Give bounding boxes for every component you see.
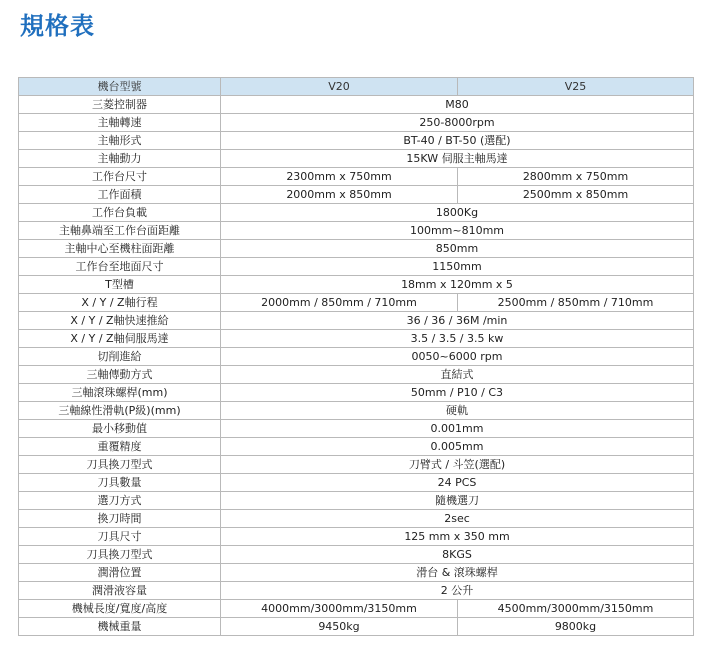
- row-v25-cell: 2500mm / 850mm / 710mm: [458, 294, 694, 312]
- row-v25-cell: 9800kg: [458, 618, 694, 636]
- table-header-row: [19, 78, 694, 96]
- row-v25-cell: 4500mm/3000mm/3150mm: [458, 600, 694, 618]
- row-value-cell: 0.005mm: [221, 438, 694, 456]
- row-label-cell: 刀具尺寸: [19, 528, 221, 546]
- table-row: [19, 312, 694, 330]
- row-label-cell: 工作面積: [19, 186, 221, 204]
- row-value-cell: 8KGS: [221, 546, 694, 564]
- row-label-cell: 工作台尺寸: [19, 168, 221, 186]
- header-v20-cell: V20: [221, 78, 458, 96]
- table-row: [19, 258, 694, 276]
- row-value-cell: 125 mm x 350 mm: [221, 528, 694, 546]
- row-label-cell: 主軸鼻端至工作台面距離: [19, 222, 221, 240]
- table-row: [19, 564, 694, 582]
- row-label-cell: 刀具換刀型式: [19, 546, 221, 564]
- table-row: [19, 384, 694, 402]
- row-label-cell: 機械長度/寬度/高度: [19, 600, 221, 618]
- row-label-cell: 換刀時間: [19, 510, 221, 528]
- table-row: [19, 492, 694, 510]
- row-value-cell: 18mm x 120mm x 5: [221, 276, 694, 294]
- spec-table: [18, 77, 694, 636]
- header-label-cell: 機台型號: [19, 78, 221, 96]
- row-value-cell: BT-40 / BT-50 (選配): [221, 132, 694, 150]
- row-label-cell: 主軸動力: [19, 150, 221, 168]
- table-row: [19, 420, 694, 438]
- row-label-cell: 主軸轉速: [19, 114, 221, 132]
- table-row: [19, 294, 694, 312]
- row-label-cell: 重覆精度: [19, 438, 221, 456]
- row-value-cell: 滑台 & 滾珠螺桿: [221, 564, 694, 582]
- row-v20-cell: 9450kg: [221, 618, 458, 636]
- row-value-cell: 2 公升: [221, 582, 694, 600]
- table-row: [19, 600, 694, 618]
- row-value-cell: 850mm: [221, 240, 694, 258]
- table-row: [19, 402, 694, 420]
- row-label-cell: X / Y / Z軸行程: [19, 294, 221, 312]
- row-value-cell: 15KW 伺服主軸馬達: [221, 150, 694, 168]
- table-row: [19, 276, 694, 294]
- row-value-cell: 1800Kg: [221, 204, 694, 222]
- row-value-cell: 刀臂式 / 斗笠(選配): [221, 456, 694, 474]
- table-row: [19, 204, 694, 222]
- table-row: [19, 474, 694, 492]
- row-value-cell: 3.5 / 3.5 / 3.5 kw: [221, 330, 694, 348]
- row-label-cell: 三軸傳動方式: [19, 366, 221, 384]
- table-row: [19, 456, 694, 474]
- row-label-cell: 切削進給: [19, 348, 221, 366]
- table-row: [19, 528, 694, 546]
- row-label-cell: 主軸中心至機柱面距離: [19, 240, 221, 258]
- table-row: [19, 240, 694, 258]
- table-row: [19, 438, 694, 456]
- row-label-cell: 選刀方式: [19, 492, 221, 510]
- spec-table-body: [19, 78, 694, 636]
- table-row: [19, 366, 694, 384]
- row-value-cell: 36 / 36 / 36M /min: [221, 312, 694, 330]
- row-label-cell: 工作台負載: [19, 204, 221, 222]
- row-label-cell: X / Y / Z軸快速推給: [19, 312, 221, 330]
- row-value-cell: 250-8000rpm: [221, 114, 694, 132]
- row-value-cell: 100mm~810mm: [221, 222, 694, 240]
- row-value-cell: 50mm / P10 / C3: [221, 384, 694, 402]
- table-row: [19, 330, 694, 348]
- row-label-cell: X / Y / Z軸伺服馬達: [19, 330, 221, 348]
- row-label-cell: 機械重量: [19, 618, 221, 636]
- row-value-cell: 直結式: [221, 366, 694, 384]
- table-row: [19, 546, 694, 564]
- row-label-cell: 刀具換刀型式: [19, 456, 221, 474]
- table-row: [19, 150, 694, 168]
- table-row: [19, 114, 694, 132]
- row-label-cell: 工作台至地面尺寸: [19, 258, 221, 276]
- row-label-cell: T型槽: [19, 276, 221, 294]
- row-value-cell: 0050~6000 rpm: [221, 348, 694, 366]
- table-row: [19, 186, 694, 204]
- table-row: [19, 132, 694, 150]
- row-value-cell: M80: [221, 96, 694, 114]
- row-v20-cell: 2000mm / 850mm / 710mm: [221, 294, 458, 312]
- table-row: [19, 96, 694, 114]
- table-row: [19, 582, 694, 600]
- table-row: [19, 618, 694, 636]
- table-row: [19, 168, 694, 186]
- row-label-cell: 潤滑位置: [19, 564, 221, 582]
- row-v20-cell: 2000mm x 850mm: [221, 186, 458, 204]
- table-row: [19, 222, 694, 240]
- row-label-cell: 最小移動值: [19, 420, 221, 438]
- row-value-cell: 1150mm: [221, 258, 694, 276]
- row-value-cell: 硬軌: [221, 402, 694, 420]
- row-v25-cell: 2500mm x 850mm: [458, 186, 694, 204]
- row-v20-cell: 4000mm/3000mm/3150mm: [221, 600, 458, 618]
- row-label-cell: 三軸滾珠螺桿(mm): [19, 384, 221, 402]
- row-value-cell: 0.001mm: [221, 420, 694, 438]
- row-value-cell: 2sec: [221, 510, 694, 528]
- row-label-cell: 主軸形式: [19, 132, 221, 150]
- row-value-cell: 24 PCS: [221, 474, 694, 492]
- table-row: [19, 348, 694, 366]
- row-label-cell: 三菱控制器: [19, 96, 221, 114]
- row-v20-cell: 2300mm x 750mm: [221, 168, 458, 186]
- row-label-cell: 刀具數量: [19, 474, 221, 492]
- page-title: 規格表: [20, 12, 95, 40]
- row-v25-cell: 2800mm x 750mm: [458, 168, 694, 186]
- row-value-cell: 隨機選刀: [221, 492, 694, 510]
- header-v25-cell: V25: [458, 78, 694, 96]
- row-label-cell: 三軸線性滑軌(P級)(mm): [19, 402, 221, 420]
- table-row: [19, 510, 694, 528]
- row-label-cell: 潤滑液容量: [19, 582, 221, 600]
